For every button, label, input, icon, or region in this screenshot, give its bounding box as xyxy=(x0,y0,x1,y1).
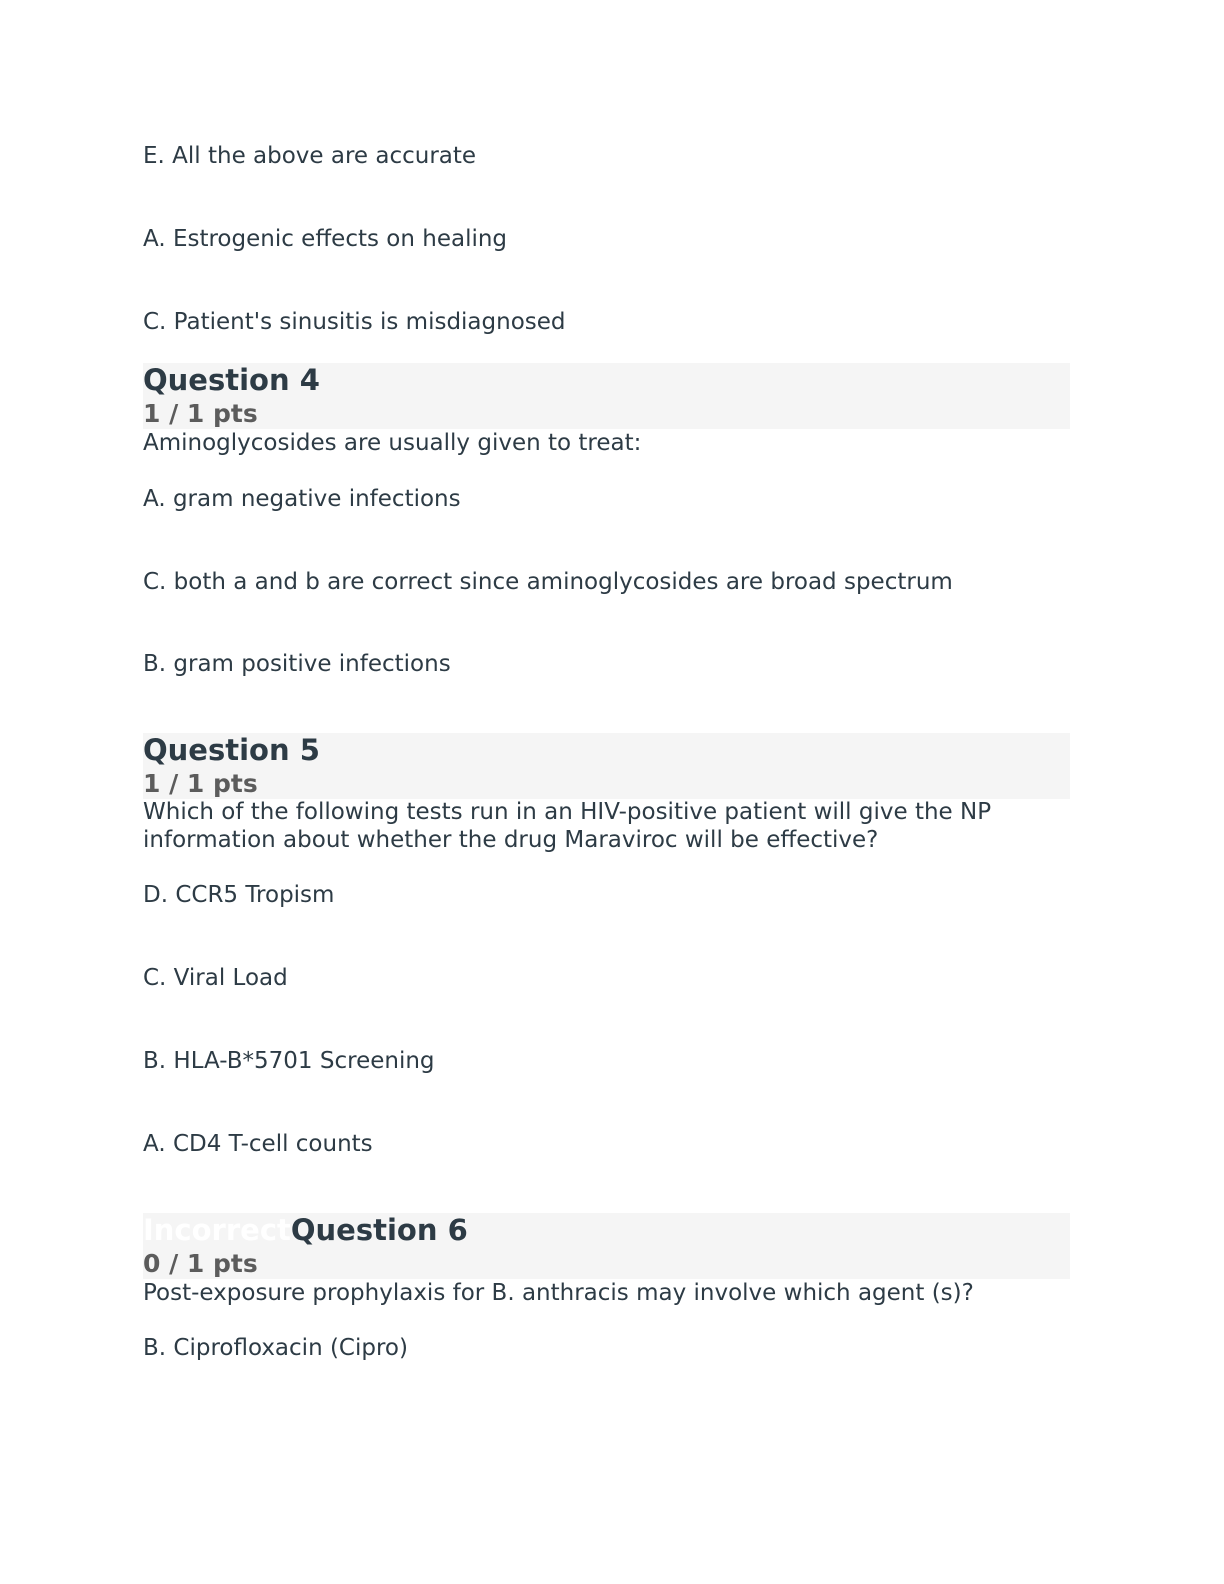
answer-option: B. gram positive infections xyxy=(143,651,451,677)
question-points: 1 / 1 pts xyxy=(143,769,258,798)
answer-option: E. All the above are accurate xyxy=(143,143,477,169)
answer-option: A. gram negative infections xyxy=(143,486,461,512)
question-title xyxy=(143,363,320,397)
question-header xyxy=(143,1213,1070,1279)
question-title-text: Question 6 xyxy=(290,1213,468,1247)
question-header xyxy=(143,363,1070,429)
answer-option: C. Viral Load xyxy=(143,965,288,991)
question-title-text: Question 5 xyxy=(143,733,320,767)
answer-option: C. both a and b are correct since aminoglycosides are broad spectrum xyxy=(143,569,953,595)
answer-option: B. HLA-B*5701 Screening xyxy=(143,1048,435,1074)
incorrect-flag: Incorrect xyxy=(143,1213,291,1247)
question-title-text: Question 4 xyxy=(143,363,320,397)
question-text: Post-exposure prophylaxis for B. anthracis may involve which agent (s)? xyxy=(143,1280,974,1306)
answer-option: B. Ciprofloxacin (Cipro) xyxy=(143,1335,408,1361)
answer-option: C. Patient's sinusitis is misdiagnosed xyxy=(143,309,566,335)
question-text: Which of the following tests run in an HIV-positive patient will give the NP information about whether the drug Maraviroc will be effective? xyxy=(143,799,992,853)
answer-option: A. Estrogenic effects on healing xyxy=(143,226,508,252)
answer-option: A. CD4 T-cell counts xyxy=(143,1131,373,1157)
question-title xyxy=(143,1213,468,1247)
question-header xyxy=(143,733,1070,799)
question-points: 1 / 1 pts xyxy=(143,399,258,428)
answer-option: D. CCR5 Tropism xyxy=(143,882,335,908)
question-title xyxy=(143,733,320,767)
question-text: Aminoglycosides are usually given to treat: xyxy=(143,430,642,456)
question-points: 0 / 1 pts xyxy=(143,1249,258,1278)
